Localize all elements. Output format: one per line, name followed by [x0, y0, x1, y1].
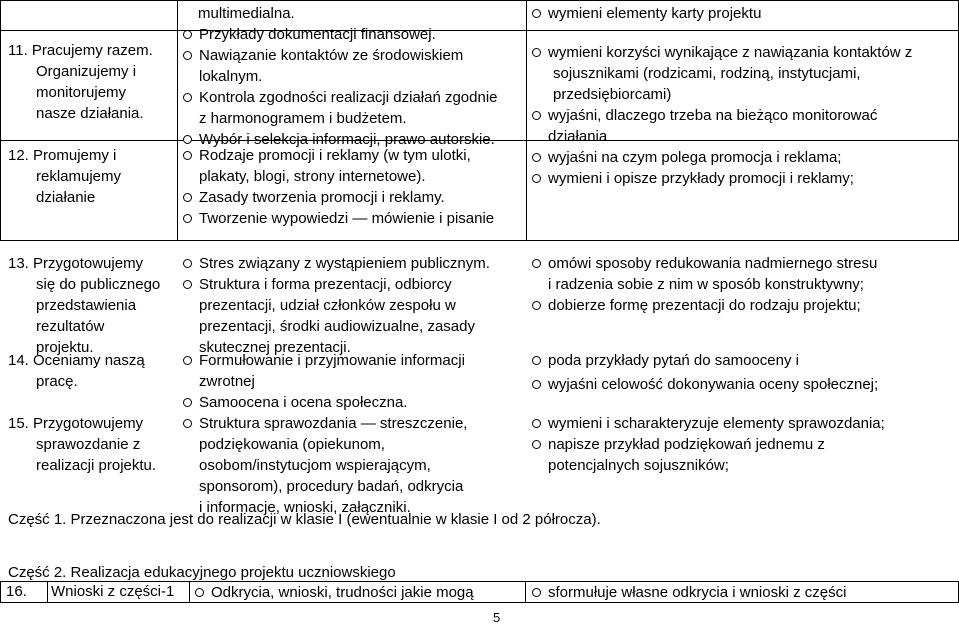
row-12-topic-line: 12. Promujemy i	[8, 147, 117, 164]
bullet-icon	[532, 153, 541, 162]
row-16-topic: Wnioski z części-1	[51, 583, 175, 600]
list-item	[531, 434, 885, 476]
row-12-topic-line: reklamujemy	[36, 168, 122, 185]
bullet-icon	[532, 259, 541, 268]
bullet-icon	[532, 588, 541, 597]
table-bottom-border	[0, 240, 959, 241]
content-line: multimedialna.	[198, 5, 295, 22]
list-item	[531, 295, 877, 316]
content-line: Struktura sprawozdania — streszczenie,	[199, 415, 468, 432]
row-13-topic-line: 13. Przygotowujemy	[8, 255, 144, 272]
content-line: wyjaśni na czym polega promocja i reklama;	[548, 149, 842, 166]
content-line: podziękowania (opiekunom,	[199, 436, 385, 453]
list-item	[182, 350, 465, 392]
list-item	[182, 45, 498, 87]
row-14-outcomes-list	[531, 350, 878, 395]
content-line: wymieni i opisze przykłady promocji i reklamy;	[548, 170, 854, 187]
content-line: i informacje, wnioski, załączniki.	[199, 499, 411, 516]
content-line: działania	[548, 128, 608, 145]
content-line: napisze przykład podziękowań jednemu z	[548, 436, 825, 453]
content-line: plakaty, blogi, strony internetowe).	[199, 168, 426, 185]
row-11-topic-line: nasze działania.	[36, 105, 144, 122]
content-line: Stres związany z wystąpieniem publicznym.	[199, 255, 490, 272]
col2-divider	[526, 0, 527, 240]
content-line: Nawiązanie kontaktów ze środowiskiem	[199, 47, 464, 64]
row-13-outcomes-list	[531, 253, 877, 316]
bullet-icon	[183, 51, 192, 60]
content-line: sformułuje własne odkrycia i wnioski z części	[548, 584, 847, 601]
content-line: Odkrycia, wnioski, trudności jakie mogą	[211, 584, 474, 601]
content-line: wyjaśni celowość dokonywania oceny społecznej;	[548, 376, 879, 393]
list-item	[531, 413, 885, 434]
content-line: Wybór i selekcja informacji, prawo autorskie.	[199, 131, 495, 148]
row-12-content-list	[182, 145, 494, 229]
bullet-icon	[532, 440, 541, 449]
content-line: skutecznej prezentacji.	[199, 339, 351, 356]
row-11-outcomes-list	[531, 42, 912, 147]
bullet-icon	[183, 30, 192, 39]
bullet-icon	[183, 135, 192, 144]
content-line: potencjalnych sojuszników;	[548, 457, 729, 474]
bullet-icon	[532, 419, 541, 428]
list-item	[531, 105, 912, 147]
bullet-icon	[183, 93, 192, 102]
content-line: i radzenia sobie z nim w sposób konstruktywny;	[548, 276, 864, 293]
content-line: zwrotnej	[199, 373, 255, 390]
row-13-topic	[8, 253, 160, 358]
list-item	[182, 87, 498, 129]
bullet-icon	[532, 111, 541, 120]
content-line: Kontrola zgodności realizacji działań zgodnie	[199, 89, 498, 106]
row-15-topic-line: realizacji projektu.	[36, 457, 157, 474]
content-line: Przykłady dokumentacji finansowej.	[199, 26, 436, 43]
content-line: Zasady tworzenia promocji i reklamy.	[199, 189, 445, 206]
list-item	[531, 168, 854, 189]
row-11-topic-line: 11. Pracujemy razem.	[8, 42, 153, 59]
bullet-icon	[183, 151, 192, 160]
content-line: wymieni i scharakteryzuje elementy sprawozdania;	[548, 415, 885, 432]
bullet-icon	[532, 356, 541, 365]
bullet-icon	[183, 419, 192, 428]
content-line: sponsorom), procedury badań, odkrycia	[199, 478, 464, 495]
row-13-content-list	[182, 253, 490, 358]
content-line: Formułowanie i przyjmowanie informacji	[199, 352, 465, 369]
row-11-topic	[8, 40, 153, 124]
row-11-outcomes-top	[531, 3, 761, 24]
list-item	[182, 208, 494, 229]
row-12-outcomes-list	[531, 147, 854, 189]
top-col2-first-line	[198, 3, 295, 24]
part-2-title: Część 2. Realizacja edukacyjnego projektu uczniowskiego	[8, 564, 396, 581]
col1-divider	[177, 0, 178, 240]
list-item	[531, 3, 761, 24]
content-line: wymieni korzyści wynikające z nawiązania kontaktów z	[548, 44, 913, 61]
bullet-icon	[532, 301, 541, 310]
list-item	[182, 187, 494, 208]
row-14-topic-line: pracę.	[36, 373, 78, 390]
row-16-left-border	[0, 581, 1, 603]
row-16-divider-2	[189, 581, 190, 603]
bullet-icon	[183, 356, 192, 365]
content-line: Tworzenie wypowiedzi — mówienie i pisanie	[199, 210, 495, 227]
row-15-topic-line: 15. Przygotowujemy	[8, 415, 144, 432]
content-line: przedsiębiorcami)	[553, 86, 672, 103]
row-16-divider-1	[47, 581, 48, 603]
list-item	[182, 274, 490, 358]
row-15-outcomes-list	[531, 413, 885, 476]
bullet-icon	[183, 398, 192, 407]
row-16-content-list	[194, 582, 474, 603]
list-item	[194, 582, 474, 603]
row-16-outcomes-list	[531, 582, 846, 603]
bullet-icon	[532, 9, 541, 18]
list-item	[531, 42, 912, 105]
content-line: Samoocena i ocena społeczna.	[199, 394, 408, 411]
content-line: Rodzaje promocji i reklamy (w tym ulotki,	[199, 147, 471, 164]
row-15-topic-line: sprawozdanie z	[36, 436, 141, 453]
row-12-topic-line: działanie	[36, 189, 96, 206]
bullet-icon	[532, 174, 541, 183]
bullet-icon	[183, 193, 192, 202]
row-11-content-list	[182, 24, 498, 150]
list-item	[182, 413, 467, 518]
content-line: poda przykłady pytań do samooceny i	[548, 352, 799, 369]
content-line: wyjaśni, dlaczego trzeba na bieżąco monitorować	[548, 107, 878, 124]
list-item	[182, 392, 465, 413]
content-line: prezentacji, środki audiowizualne, zasady	[199, 318, 475, 335]
list-item	[182, 145, 494, 187]
content-line: sojusznikami (rodzicami, rodziną, instytucjami,	[553, 65, 861, 82]
list-item	[531, 147, 854, 168]
table-top-border	[0, 0, 959, 1]
row-13-topic-line: przedstawienia	[36, 297, 137, 314]
row-15-content-list	[182, 413, 467, 518]
bullet-icon	[183, 214, 192, 223]
content-line: lokalnym.	[199, 68, 263, 85]
content-line: osobom/instytucjom wspierającym,	[199, 457, 431, 474]
content-line: z harmonogramem i budżetem.	[199, 110, 407, 127]
row-15-topic	[8, 413, 156, 476]
row-16-divider-3	[525, 581, 526, 603]
row-14-topic	[8, 350, 145, 392]
row-11-topic-line: Organizujemy i	[36, 63, 137, 80]
row-13-topic-line: projektu.	[36, 339, 94, 356]
row-16-number: 16.	[6, 583, 27, 600]
row-11-topic-line: monitorujemy	[36, 84, 127, 101]
list-item	[531, 253, 877, 295]
row-13-topic-line: rezultatów	[36, 318, 105, 335]
row-13-topic-line: się do publicznego	[36, 276, 161, 293]
list-item	[531, 582, 846, 603]
list-item	[182, 24, 498, 45]
row-14-topic-line: 14. Oceniamy naszą	[8, 352, 145, 369]
part-1-note: Część 1. Przeznaczona jest do realizacji w klasie I (ewentualnie w klasie I od 2 półrocza).	[8, 511, 601, 528]
bullet-icon	[532, 380, 541, 389]
content-line: omówi sposoby redukowania nadmiernego stresu	[548, 255, 878, 272]
table-left-border	[0, 0, 1, 240]
list-item	[182, 253, 490, 274]
list-item	[531, 374, 878, 395]
list-item	[531, 350, 878, 371]
bullet-icon	[195, 588, 204, 597]
row-12-topic	[8, 145, 121, 208]
bullet-icon	[183, 259, 192, 268]
row-14-content-list	[182, 350, 465, 413]
content-line: dobierze formę prezentacji do rodzaju projektu;	[548, 297, 861, 314]
content-line: wymieni elementy karty projektu	[548, 5, 762, 22]
content-line: Struktura i forma prezentacji, odbiorcy	[199, 276, 452, 293]
content-line: prezentacji, udział członków zespołu w	[199, 297, 456, 314]
bullet-icon	[183, 280, 192, 289]
bullet-icon	[532, 48, 541, 57]
page-number: 5	[493, 610, 501, 625]
